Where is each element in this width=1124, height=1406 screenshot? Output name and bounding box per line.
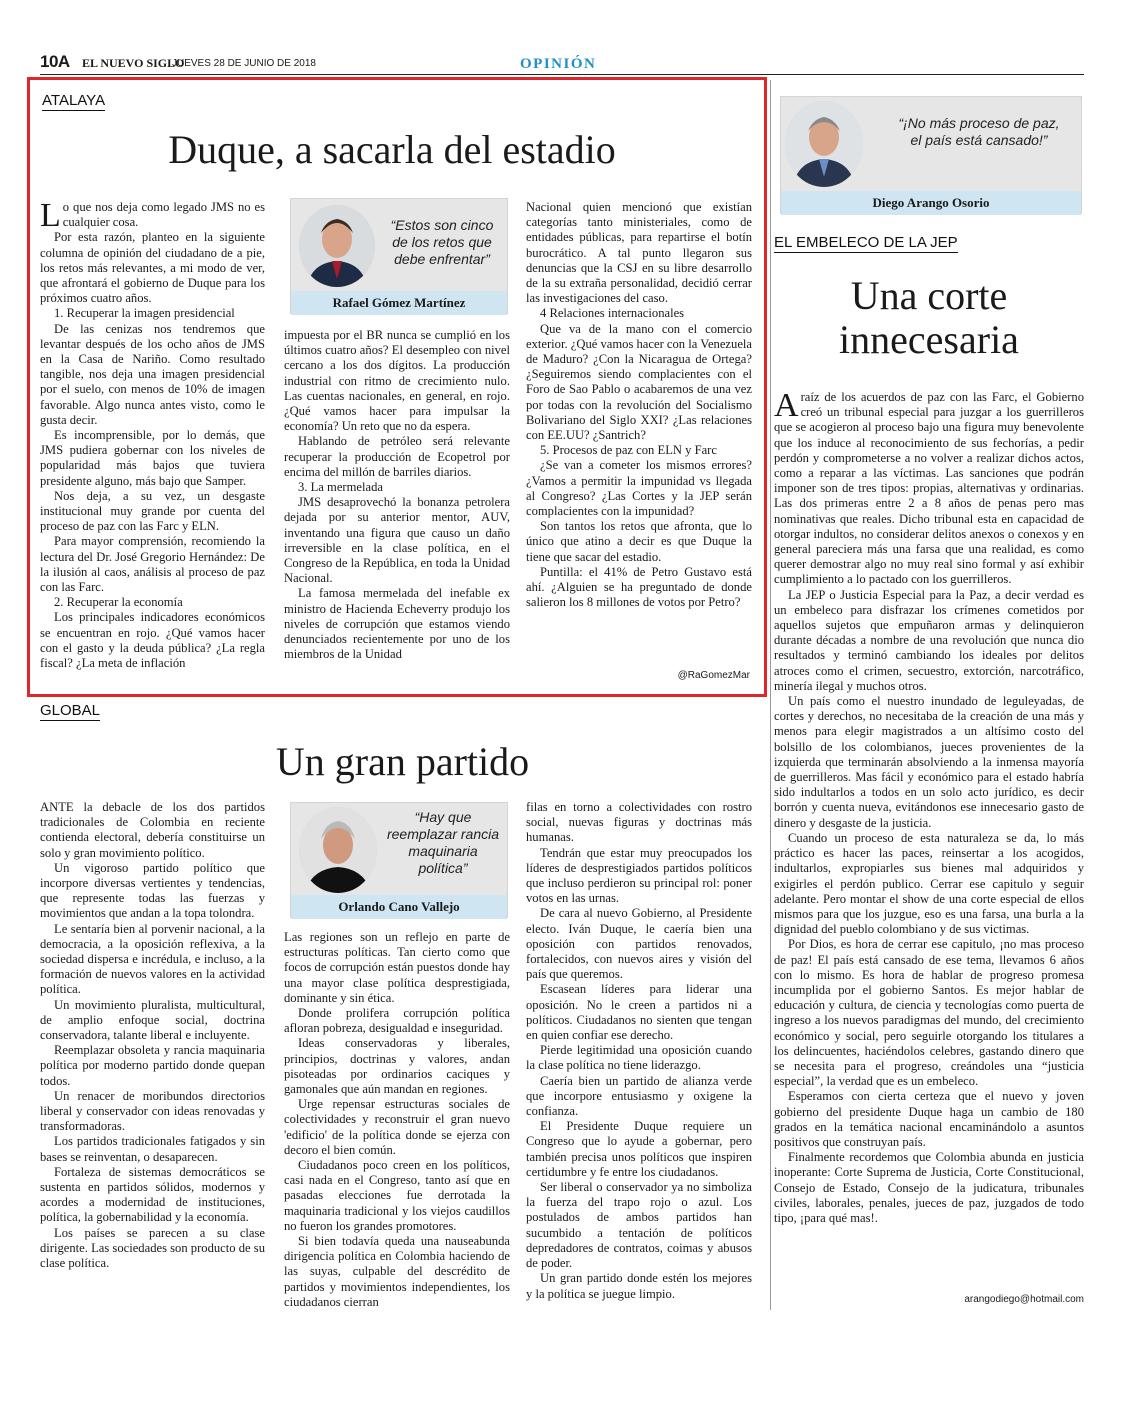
paragraph: 3. La mermelada [298, 480, 383, 495]
paragraph: o que nos deja como legado JMS no es cualquier cosa. [62, 200, 265, 230]
global-column-2 [284, 930, 510, 1350]
paragraph: Nos deja, a su vez, un desgaste institucional muy grande por cuenta del proceso de paz con las Farc y ELN. [40, 488, 265, 534]
person-icon [299, 205, 375, 287]
author-photo [299, 807, 377, 893]
paragraph: Urge repensar estructuras sociales de colectividades y reconstruir el gran nuevo 'edificio' de la política donde se ejerza con decoro el bien común. [284, 1097, 510, 1157]
paragraph: Por esta razón, planteo en la siguiente columna de opinión del ciudadano de a pie, los retos más relevantes, a mi modo de ver, que afrontará el gobierno de Duque para los próximos cuatro años. [40, 230, 265, 306]
paragraph: Para mayor comprensión, recomiendo la lectura del Dr. José Gregorio Hernández: De la ilusión al caos, análisis al proceso de paz con las Farc. [40, 534, 265, 595]
paragraph: La JEP o Justicia Especial para la Paz, a decir verdad es un embeleco para disfrazar los crímenes cometidos por aquellos sujetos que empuñaron armas y delinquieron durante décadas a nombre de una revolución que nunca dio resultados y terminó cambiando los ideales por delitos atroces como el crimen, secuestro, extorción, narcotráfico, minería ilegal y muchos otros. [774, 587, 1084, 693]
paragraph: 1. Recuperar la imagen presidencial [54, 306, 235, 321]
paragraph: El Presidente Duque requiere un Congreso que lo ayude a gobernar, pero también precisa unos políticos que inspiren certidumbre y fe entre los ciudadanos. [526, 1119, 752, 1179]
section-title: OPINIÓN [520, 56, 597, 72]
paragraph: Las regiones son un reflejo en parte de estructuras políticas. Tan cierto como que focos de corrupción están puestos donde hay una mayor clase política desprestigiada, dominante y sin ética. [284, 930, 510, 1005]
paragraph: filas en torno a colectividades con rostro social, nuevas figuras y doctrinas más humanas. [526, 800, 752, 845]
paragraph: Nacional quien mencionó que existían categorías tanto ministeriales, como de entidades públicas, para repartirse el botín burocrático. A tal punto llegaron sus denuncias que la CSJ en su libre desarrollo de la su extraña personalidad, decidió cerrar las investigaciones del caso. [526, 200, 752, 306]
paragraph: Caería bien un partido de alianza verde que incorpore entusiasmo y oxigene la confianza. [526, 1073, 752, 1119]
paragraph: Pierde legitimidad una oposición cuando la clase política no tiene liderazgo. [526, 1043, 752, 1073]
paragraph: 4 Relaciones internacionales [540, 306, 685, 321]
paper-name: EL NUEVO SIGLO [82, 56, 185, 70]
paragraph: La famosa mermelada del inefable ex ministro de Hacienda Echeverry produjo los niveles de corrupción que estamos viendo denunciados recientemente por uno de los miembros de la Unidad [284, 586, 510, 662]
paragraph: Esperamos con cierta certeza que el nuevo y joven gobierno del presidente Duque haga un cambio de 180 grados en la temática nacional encaminándolo a asuntos positivos que construyan país. [774, 1089, 1084, 1149]
global-pullquote-box [290, 802, 508, 918]
atalaya-kicker-wrap [42, 92, 105, 111]
paragraph: ANTE la debacle de los dos partidos tradicionales de Colombia en reciente contienda electoral, debería constituirse un solo y gran movimiento político. [40, 800, 265, 860]
paragraph: Es incomprensible, por lo demás, que JMS pudiera gobernar con los niveles de popularidad más bajos que tuviera presidente alguno, más bajo que Samper. [40, 428, 265, 488]
atalaya-column-2 [284, 328, 510, 685]
embeleco-kicker-wrap [774, 234, 958, 253]
paragraph: Finalmente recordemos que Colombia abunda en justicia inoperante: Corte Suprema de Justicia, Corte Constitucional, Consejo de Estado, Consejo de la judicatura, tribunales civiles, laborales, penales, jueces de paz, juzgados de todo tipo, ¡para qué mas!. [774, 1150, 1084, 1225]
paragraph: Son tantos los retos que afronta, que lo único que atino a decir es que Duque la tiene que sacar del estadio. [526, 519, 752, 564]
paragraph: Ciudadanos poco creen en los políticos, casi nada en el Congreso, tanto así que en pasadas elecciones fue derrotada la maquinaria tradicional y los viejos caudillos no fueron los grandes promotores. [284, 1158, 510, 1233]
paragraph: 2. Recuperar la economía [54, 595, 183, 610]
paragraph: Los países se parecen a su clase dirigente. Las sociedades son producto de su clase política. [40, 1225, 265, 1271]
embeleco-kicker: EL EMBELECO DE LA JEP [774, 234, 958, 251]
embeleco-pullquote: “¡No más proceso de paz, el país está cansado!” [898, 115, 1060, 148]
embeleco-handle: arangodiego@hotmail.com [964, 1294, 1084, 1305]
paragraph: Ideas conservadoras y liberales, principios, doctrinas y valores, andan pisoteadas por ordinarios caciques y gamonales que aún mandan en regiones. [284, 1036, 510, 1097]
embeleco-byline: Diego Arango Osorio [781, 191, 1081, 215]
masthead-rule [40, 74, 1084, 75]
paragraph: Hablando de petróleo será relevante recuperar la producción de Ecopetrol por encima del millón de barriles diarios. [284, 434, 510, 479]
atalaya-pullquote: “Estos son cinco de los retos que debe enfrentar” [390, 217, 494, 267]
person-icon [299, 807, 377, 893]
atalaya-pullquote-box [290, 198, 508, 314]
paragraph: Un movimiento pluralista, multicultural, de amplio enfoque social, doctrina conservadora, talante liberal e incluyente. [40, 997, 265, 1043]
atalaya-column-3 [526, 200, 752, 668]
paragraph: Los partidos tradicionales fatigados y sin bases se reinventan, o desaparecen. [40, 1134, 265, 1164]
author-photo [785, 101, 863, 187]
paragraph: JMS desaprovechó la bonanza petrolera dejada por su anterior mentor, AUV, inventando una figura que causo un daño irreversible en la clase política, en el Congreso de la República, en toda la Unidad Nacional. [284, 495, 510, 586]
global-column-3 [526, 800, 752, 1352]
atalaya-column-1 [40, 200, 265, 685]
paragraph: De cara al nuevo Gobierno, al Presidente electo. Iván Duque, le caería bien una oposición con partidos renovados, fortalecidos, con nuevos aires y visión del país que queremos. [526, 906, 752, 982]
paragraph: Ser liberal o conservador ya no simboliza la fuerza del trapo rojo o azul. Los postulados de ambos partidos han sucumbido a tentación de políticos depredadores de contratos, coimas y abusos de poder. [526, 1180, 752, 1271]
paragraph: Un vigoroso partido político que incorpore diversas vertientes y tendencias, que represente todas las fuerzas y movimientos que andan a la topa tolondra. [40, 860, 265, 921]
paragraph: De las cenizas nos tendremos que levantar después de los ocho años de JMS en la Casa de Nariño. Como resultado tangible, nos deja una imagen presidencial por el suelo, con menos de 10% de imagen favorable. Algo nunca antes visto, como le gusta decir. [40, 321, 265, 427]
paragraph: Tendrán que estar muy preocupados los líderes de desprestigiados partidos políticos que incluso perdieron su principal rol: poner votos en las urnas. [526, 845, 752, 906]
paragraph: Cuando un proceso de esta naturaleza se da, lo más práctico es hacer las paces, reinsertar a los acogidos, indultarlos, expropiarles sus bienes mal adquiridos y exigirles el perdón publico. Cerrar ese capitulo y seguir adelante. Pero montar el show de una corte especial de ellos mismos para que los juzgue, eso es una farsa, una burla a la dignidad del pueblo colombiano y de sus victimas. [774, 830, 1084, 937]
paragraph: Un país como el nuestro inundado de leguleyadas, de cortes y derechos, no necesitaba de la creación de una más y menos para elegir magistrados a un altísimo costo del bolsillo de los colombianos, jueces provenientes de la izquierda que terminarán absolviendo a la inmensa mayoría de guerrilleros. Mas fácil y económico para el estado habría sido indultarlos a todos en un solo acto jurídico, es decir borrón y cuenta nueva, evitándonos ese innecesario gasto de dinero y desgaste de la justicia. [774, 694, 1084, 830]
embeleco-dropcap: A [774, 390, 799, 424]
paragraph: Le sentaría bien al porvenir nacional, a la democracia, a la oposición reflexiva, a la sociedad dispersa e incrédula, e incluso, a la formación de nuevos valores en la actividad política. [40, 921, 265, 997]
embeleco-column [774, 390, 1084, 1290]
paragraph: Donde prolifera corrupción política afloran pobreza, desigualdad e inseguridad. [284, 1006, 510, 1036]
author-photo [299, 205, 375, 287]
global-kicker: GLOBAL [40, 702, 101, 719]
global-byline: Orlando Cano Vallejo [291, 895, 507, 919]
paragraph: ¿Se van a cometer los mismos errores? ¿Vamos a permitir la impunidad vs llegada al Congreso? ¿Las Cortes y la JEP serán complacientes con la impunidad? [526, 458, 752, 519]
global-kicker-wrap [40, 702, 100, 721]
paragraph: 5. Procesos de paz con ELN y Farc [540, 443, 717, 458]
person-icon [785, 101, 863, 187]
embeleco-title [774, 274, 1084, 362]
issue-date: JUEVES 28 DE JUNIO DE 2018 [172, 58, 316, 69]
paragraph: Por Dios, es hora de cerrar ese capitulo, ¡no mas proceso de paz! El país está cansado de ese tema, llevamos 6 años con lo mismo. Es hora de hablar de progreso promesa incumplida por el gobierno Santos. Es mejor hablar de educación y cultura, de ciencia y tecnologías como puerta de ingreso a los nuevos paradigmas del mundo, del crecimiento económico y social, pero seguirle otorgando los titulares a los delincuentes, haciéndolos celebres, gastando dinero que se necesita para el progreso, creándoles una “justicia especial”, la verdad que es un embeleco. [774, 937, 1084, 1089]
paragraph: Los principales indicadores económicos se encuentran en rojo. ¿Qué vamos hacer con el gasto y la deuda pública? ¿La regla fiscal? ¿La meta de inflación [40, 610, 265, 671]
embeleco-title-line-2: innecesaria [839, 317, 1019, 362]
paragraph: Un renacer de moribundos directorios liberal y conservador con ideas renovadas y transformadoras. [40, 1088, 265, 1134]
paragraph: Fortaleza de sistemas democráticos se sustenta en partidos sólidos, modernos y acordes a modernidad de instituciones, política, la gobernabilidad y la economía. [40, 1164, 265, 1225]
paragraph: Un gran partido donde estén los mejores y la política se juegue limpio. [526, 1271, 752, 1301]
paragraph: Escasean líderes para liderar una oposición. No le creen a partidos ni a políticos. Ciudadanos no sienten que tengan en quien confiar ese derecho. [526, 982, 752, 1043]
embeleco-pullquote-box [780, 96, 1082, 214]
global-column-1 [40, 800, 265, 1352]
page-number: 10A [40, 52, 70, 71]
paragraph: Si bien todavía queda una nauseabunda dirigencia política en Colombia haciendo de las suyas, culpable del descrédito de partidos y movimientos independientes, los ciudadanos cierran [284, 1234, 510, 1309]
paragraph: Reemplazar obsoleta y rancia maquinaria política por moderno partido donde quepan todos. [40, 1043, 265, 1088]
embeleco-title-line-1: Una corte [850, 273, 1008, 318]
paragraph: raíz de los acuerdos de paz con las Farc, el Gobierno creó un tribunal especial para juzgar a los guerrilleros que se acogieron al proceso bajo una figura muy benevolente que los induce al reconocimiento de sus fechorías, a pedir perdón y comprometerse a no volver a realizar dichos actos, como a reparar a las víctimas. Las sanciones que podrán imponer son de tres tipos: propias, alternativas y ordinarias. Las dos primeras entre 2 a 8 años de penas pero mas nominativas que reales. Dicho tribunal esta en capacidad de otorgar indultos, no considerar delitos anexos o conexos y en general pareciera más una farsa que una realidad, es como querer demostrar algo no muy real sino formal y así exhibir cumplimiento a lo pactado con los guerrilleros. [774, 390, 1084, 587]
global-title: Un gran partido [275, 739, 530, 784]
atalaya-handle: @RaGomezMar [677, 670, 750, 681]
column-divider [770, 80, 771, 1310]
paragraph: Puntilla: el 41% de Petro Gustavo está ahí. ¿Alguien se ha preguntado de donde salieron los 8 millones de votos por Petro? [526, 564, 752, 610]
atalaya-byline: Rafael Gómez Martínez [291, 291, 507, 315]
atalaya-dropcap: L [40, 200, 61, 234]
paragraph: Que va de la mano con el comercio exterior. ¿Qué vamos hacer con la Venezuela de Maduro? ¿Con la Nicaragua de Ortega? ¿Seguiremos siendo complacientes con el Foro de Sao Pablo o acabaremos de una vez por todas con la revolución del Socialismo Bolivariano del Siglo XXI? ¿Las relaciones con EE.UU? ¿Santrich? [526, 321, 752, 443]
atalaya-kicker: ATALAYA [42, 92, 106, 109]
atalaya-title: Duque, a sacarla del estadio [168, 127, 616, 172]
global-pullquote: “Hay que reemplazar rancia maquinaria política” [386, 809, 500, 876]
paragraph: impuesta por el BR nunca se cumplió en los últimos cuatro años? El desempleo con nivel cercano a los dos dígitos. La producción industrial con ritmo de crecimiento nulo. Las cuentas nacionales, en general, en rojo. ¿Qué vamos hacer para impulsar la economía? Un reto que no da espera. [284, 328, 510, 434]
